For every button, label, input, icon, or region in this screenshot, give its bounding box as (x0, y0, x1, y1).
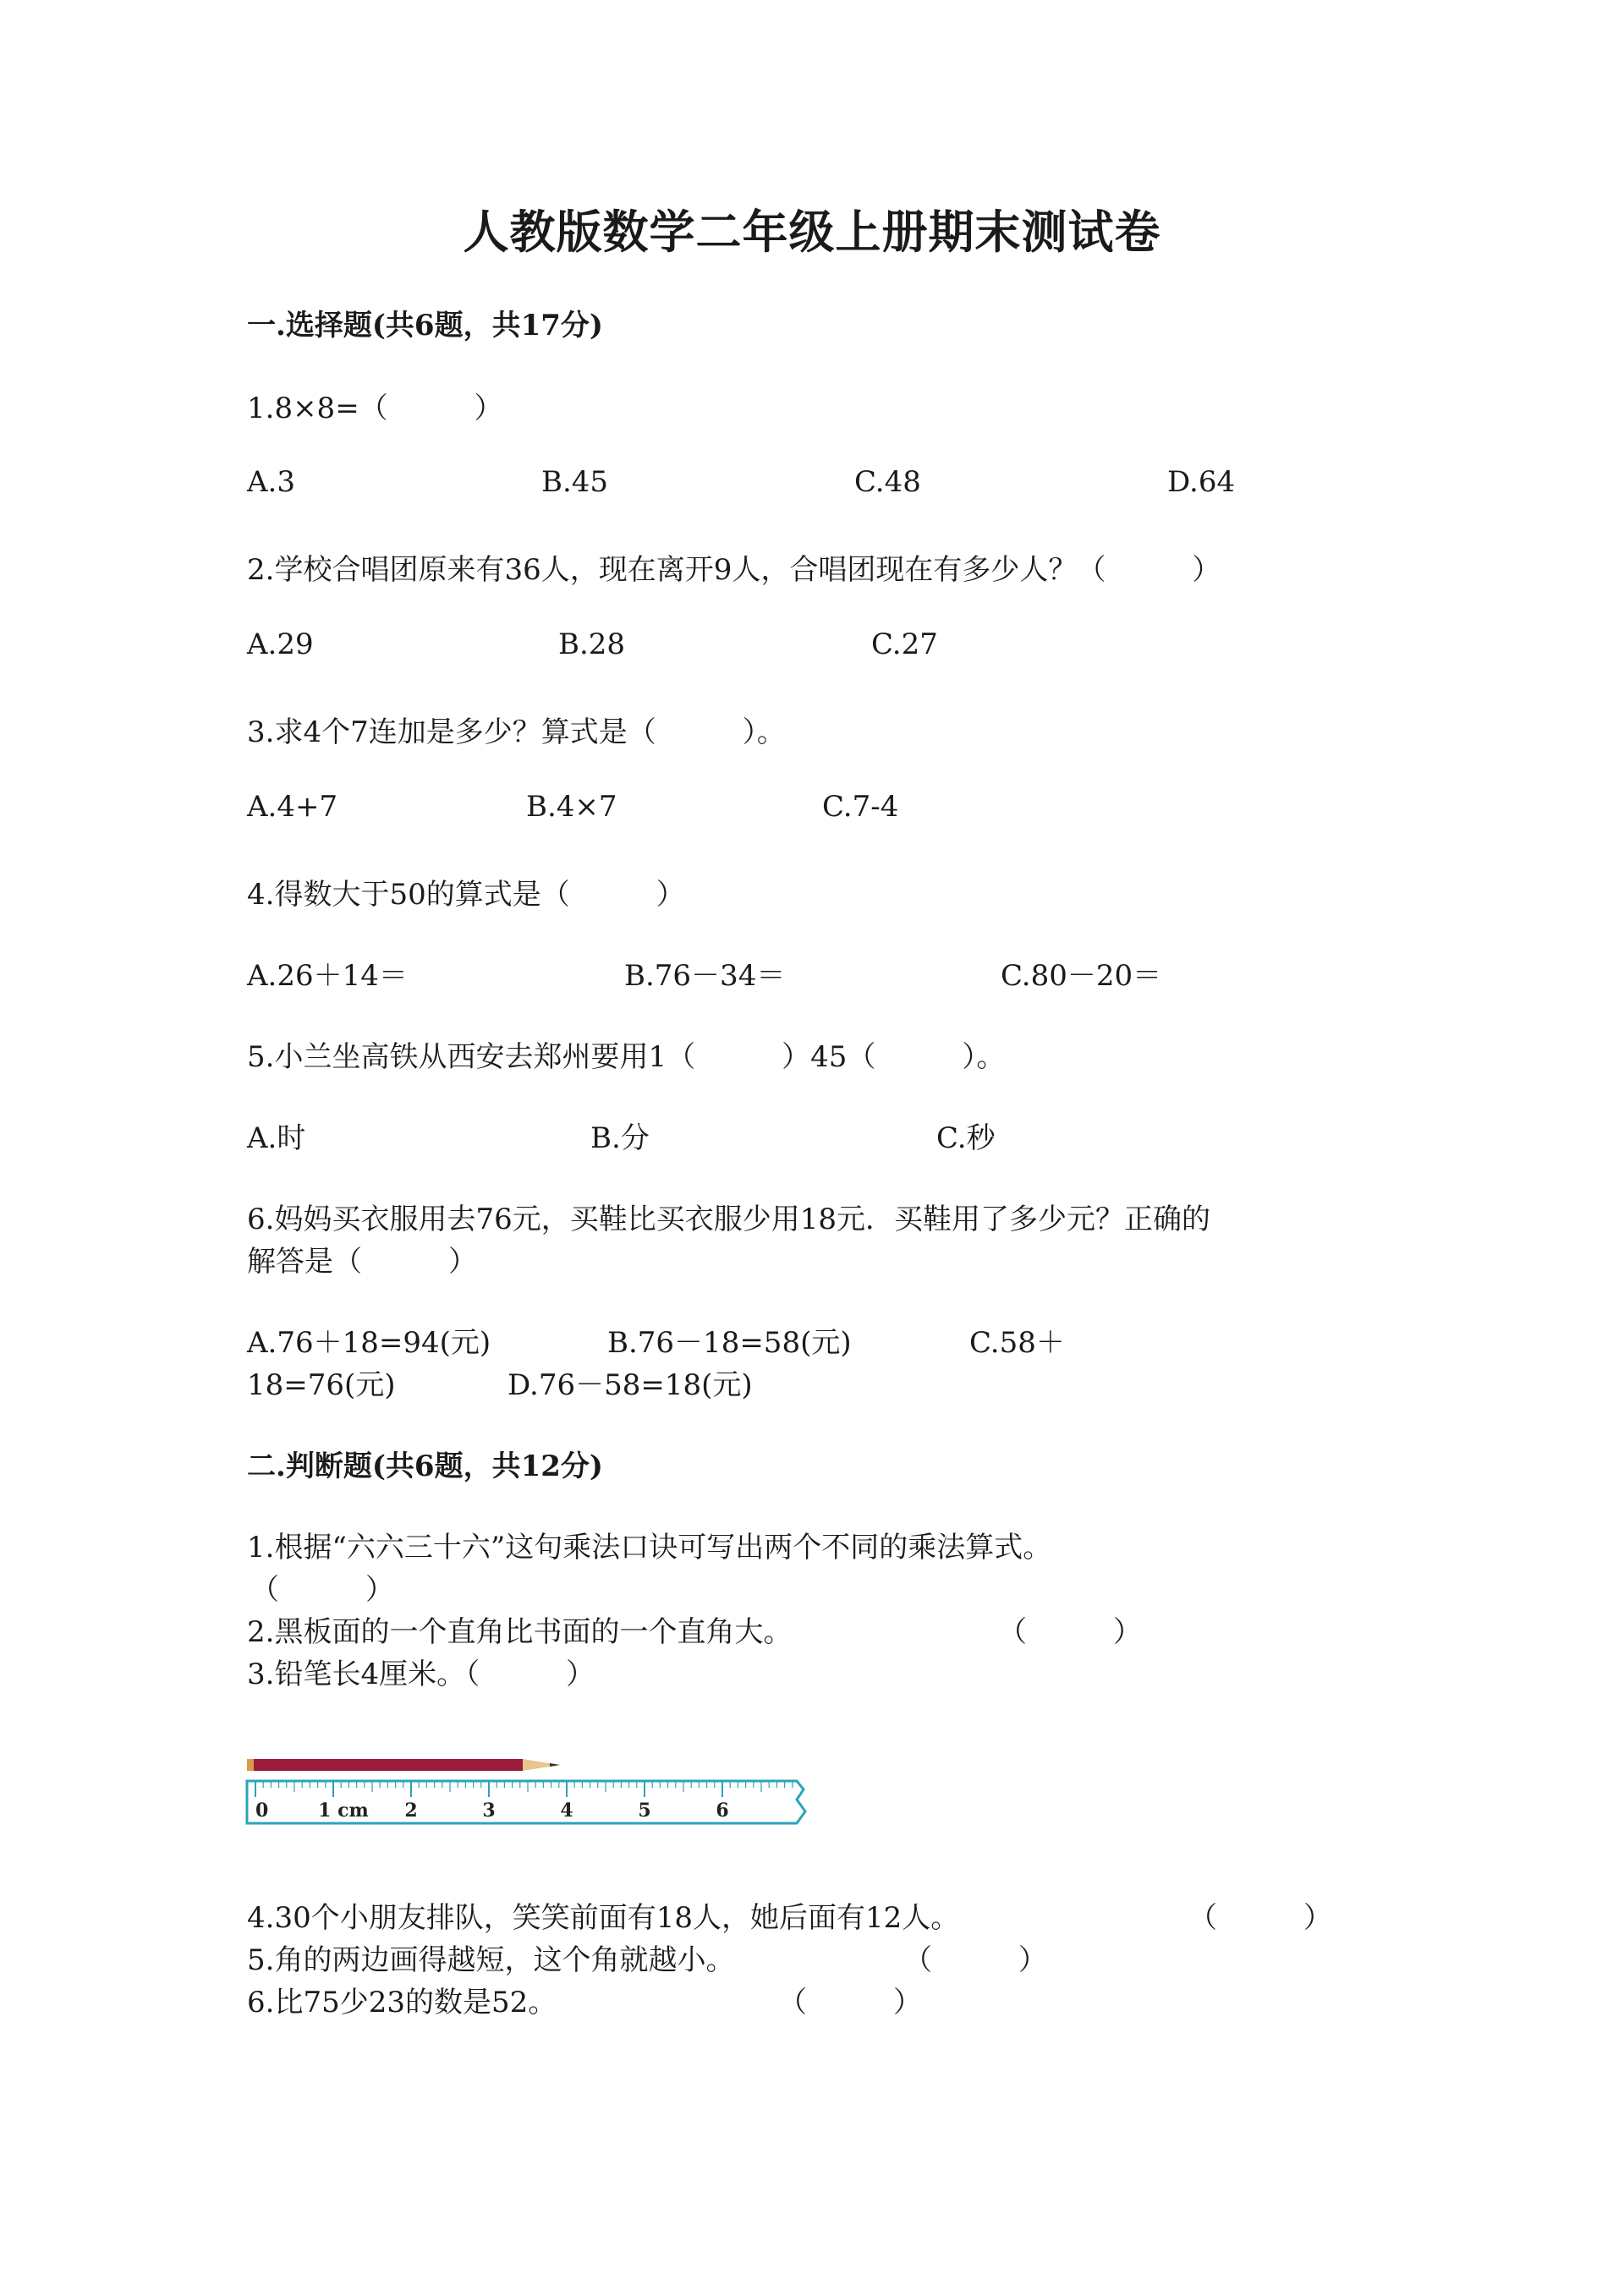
judge-blank: （ ） (250, 1573, 394, 1607)
ruler-label: 4 (560, 1800, 573, 1822)
judge-item: 4.30个小朋友排队，笑笑前面有18人，她后面有12人。 (247, 1901, 960, 1935)
option-b: B.76－34＝ (624, 959, 786, 993)
option-c: C.7-4 (822, 790, 899, 824)
ruler-label: 6 (716, 1800, 729, 1822)
option-c: C.48 (854, 465, 921, 499)
option-c: C.80－20＝ (1001, 959, 1162, 993)
ruler-label: 2 (404, 1800, 418, 1822)
judge-item: 1.根据“六六三十六”这句乘法口诀可写出两个不同的乘法算式。 (247, 1531, 1052, 1564)
option-a: A.3 (247, 465, 295, 499)
question-stem: 2.学校合唱团原来有36人，现在离开9人，合唱团现在有多少人？（ ） (247, 553, 1221, 587)
pencil-icon (247, 1759, 560, 1771)
question-stem: 5.小兰坐高铁从西安去郑州要用1（ ）45（ ）。 (247, 1040, 1006, 1074)
option-d: D.76－58=18(元) (508, 1368, 753, 1402)
option-a: A.29 (247, 627, 314, 661)
page-title: 人教版数学二年级上册期末测试卷 (463, 205, 1161, 259)
option-b: B.4×7 (526, 790, 617, 824)
option-b: B.分 (590, 1121, 650, 1155)
ruler-label: 0 (255, 1800, 269, 1822)
option-a: A.时 (247, 1121, 306, 1155)
pencil-ruler-figure (245, 1756, 812, 1845)
section-heading-judge: 二.判断题(共6题，共12分) (247, 1449, 603, 1483)
question-stem: 4.得数大于50的算式是（ ） (247, 878, 685, 912)
ruler-label: 3 (482, 1800, 496, 1822)
option-b: B.76－18=58(元) (607, 1326, 852, 1360)
option-c-cont: 18=76(元) (247, 1368, 396, 1402)
question-stem: 3.求4个7连加是多少？算式是（ ）。 (247, 715, 786, 749)
ruler-label: 1 cm (318, 1800, 369, 1822)
option-b: B.45 (541, 465, 609, 499)
option-c: C.58＋ (969, 1326, 1065, 1360)
option-a: A.4+7 (247, 790, 338, 824)
judge-item: 3.铅笔长4厘米。（ ） (247, 1658, 595, 1691)
judge-item: 6.比75少23的数是52。 (247, 1986, 557, 2019)
judge-item: 5.角的两边画得越短，这个角就越小。 (247, 1943, 735, 1977)
option-a: A.76＋18=94(元) (247, 1326, 491, 1360)
option-c: C.秒 (936, 1121, 996, 1155)
ruler-label: 5 (638, 1800, 651, 1822)
option-d: D.64 (1167, 465, 1236, 499)
section-heading-choice: 一.选择题(共6题，共17分) (247, 309, 603, 342)
option-b: B.28 (558, 627, 626, 661)
ruler-icon (247, 1781, 805, 1823)
question-stem: 6.妈妈买衣服用去76元，买鞋比买衣服少用18元．买鞋用了多少元？正确的 (247, 1203, 1210, 1236)
judge-blank: （ ） (778, 1986, 922, 2019)
judge-blank: （ ） (1188, 1901, 1332, 1935)
question-stem: 1.8×8=（ ） (247, 392, 503, 425)
question-stem-cont: 解答是（ ） (247, 1245, 477, 1279)
judge-blank: （ ） (903, 1943, 1047, 1977)
option-a: A.26＋14＝ (247, 959, 408, 993)
judge-item: 2.黑板面的一个直角比书面的一个直角大。 (247, 1615, 793, 1649)
judge-blank: （ ） (998, 1615, 1142, 1649)
option-c: C.27 (871, 627, 938, 661)
